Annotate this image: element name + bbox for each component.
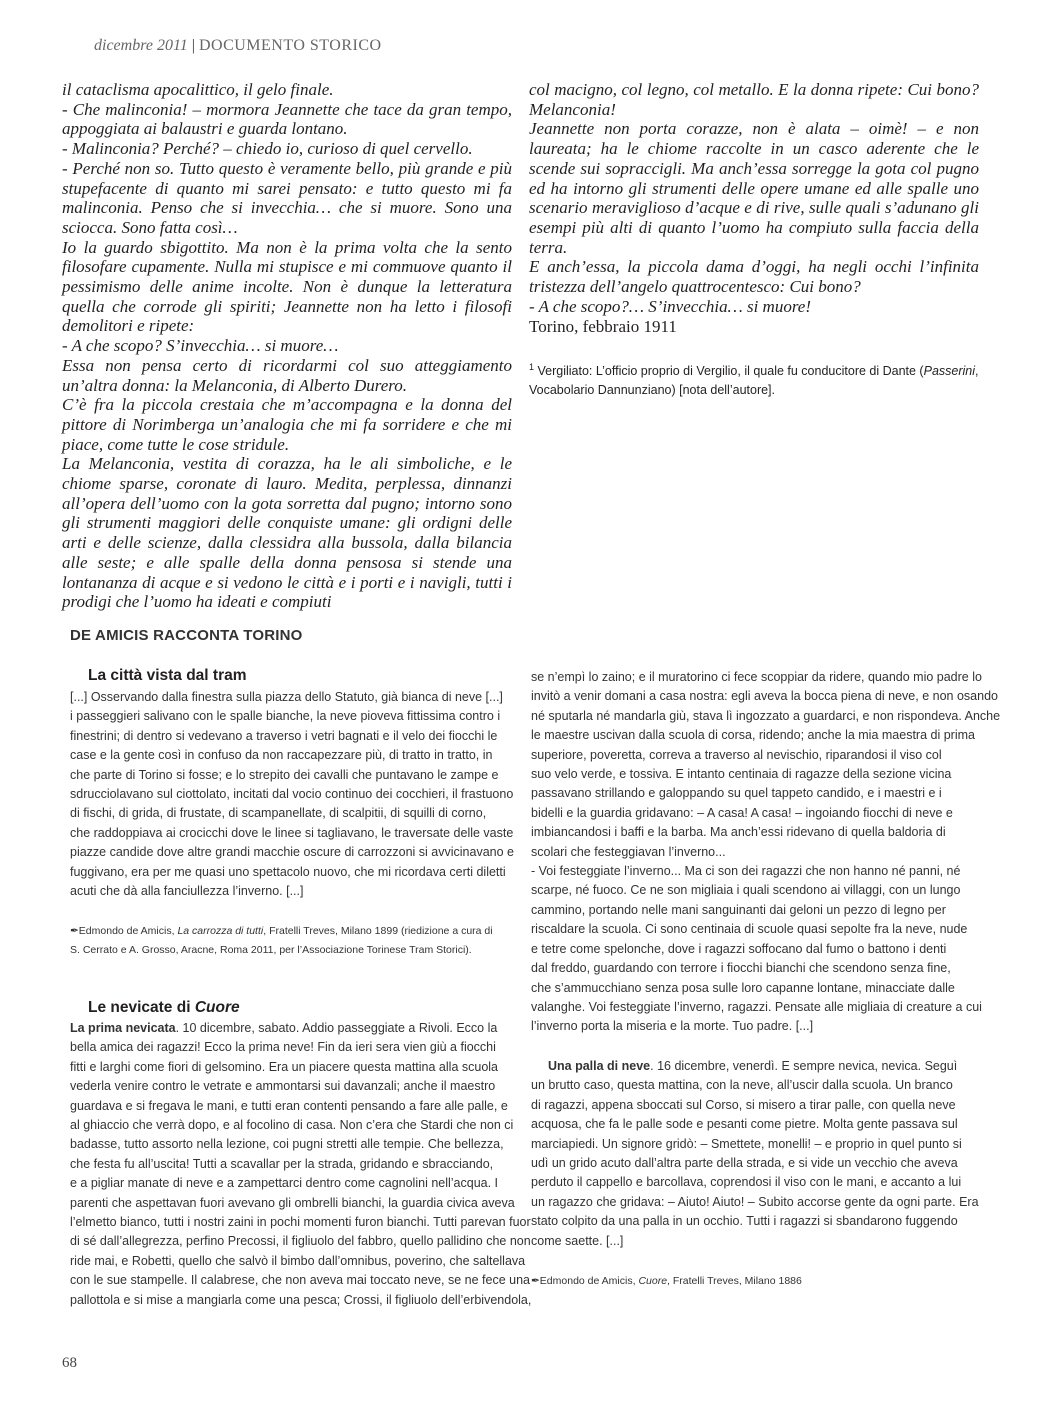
citation-prefix: ✒Edmondo de Amicis, [531, 1275, 639, 1287]
text-line: acquosa, che fa le palle sode e pesanti come pietre. Molta gente passava sul [531, 1117, 958, 1132]
text-line [70, 1019, 510, 1038]
text-line: finestrini; di dentro si vedevano a traverso i vetri bagnati e il velo dei fiocchi le [70, 728, 498, 743]
story-paragraph: - A che scopo?… S’invecchia… si muore! [529, 296, 812, 316]
story-paragraph: Jeannette non porta corazze, non è alata – oimè! – e non laureata; ha le chiome raccolte in un casco aderente che le scende sui sopraccigli. Ma anch’essa sorregge la gota col pugno ed ha intorno gli strumenti delle opere umane ed alle spalle uno scenario meraviglioso d’acque e di rive, sulle quali s’adunano gli esempi più alti di quanto l’uomo ha compiuto sulla faccia della terra. [529, 119, 979, 257]
story-paragraph: E anch’essa, la piccola dama d’oggi, ha negli occhi l’infinita tristezza dell’angelo quattrocentesco: Cui bono? [529, 257, 979, 297]
tram-citation [70, 922, 510, 960]
story-paragraph: - A che scopo? S’invecchia… si muore… [62, 336, 339, 356]
footnote-italic: Passerini [923, 364, 976, 379]
lead-bold: Una palla di neve [548, 1059, 651, 1073]
cuore-excerpt-continued [531, 668, 1001, 1037]
header-section: DOCUMENTO STORICO [198, 37, 382, 54]
text-line: udì un grido acuto dall’altra parte della strada, e si vide un vecchio che aveva [531, 1156, 958, 1171]
text-line: bella amica dei ragazzi! Ecco la prima neve! Fin da ieri sera vien giù a fiocchi [70, 1040, 496, 1055]
running-header [94, 37, 382, 55]
citation-title: Cuore [638, 1275, 668, 1287]
text-line: un ragazzo che gridava: – Aiuto! Aiuto! – Subito accorse gente da ogni parte. Era [531, 1194, 979, 1209]
text-line: l’elmetto bianco, tutti i nostri zaini in pochi momenti furon bianchi. Tutti parevan fuor [70, 1215, 531, 1230]
header-date: dicembre 2011 [94, 37, 188, 54]
text-line: ride mai, e Robetti, quello che salvò il bimbo dall’omnibus, poverino, che saltellava [70, 1253, 526, 1268]
text-line: i passeggieri salivano con le spalle bianche, la neve pioveva fittissima contro i [70, 709, 501, 724]
text-line: pallottola e si mise a mangiarla come una pesca; Crossi, il figliuolo dell’erbivendola, [70, 1292, 532, 1307]
citation-line: S. Cerrato e A. Grosso, Aracne, Roma 2011, per l’Associazione Torinese Tram Storici). [70, 944, 472, 956]
text-line: né sputarla né mandarla giù, stava lì ingozzato a guardarci, e non rispondeva. Anche [531, 708, 1001, 723]
text-line: stato colpito da una palla in un occhio. Tutti i ragazzi si sbandarono fuggendo [531, 1214, 958, 1229]
text-line: le maestre uscivan dalla scuola di corsa, ridendo; anche la mia maestra di prima [531, 728, 975, 743]
text-line: acuti che dà alla fanciullezza l’inverno. [...] [70, 884, 304, 899]
text-line: se n’empì lo zaino; e il muratorino ci fece scoppiar da ridere, quando mio padre lo [531, 670, 982, 684]
text-line: che s’ammucchiano senza posa sulle loro capanne lontane, minacciate dalle [531, 980, 955, 995]
text-line: valanghe. Voi festeggiate l’inverno, ragazzi. Pensate alle migliaia di creature a cui [531, 999, 982, 1014]
citation-title: La carrozza di tutti [177, 925, 264, 937]
text-line: imbiancandosi i baffi e la barba. Ma anch’essi ridevano di quella baldoria di [531, 825, 946, 840]
footnote-marker: 1 [529, 362, 535, 372]
text-line: l’inverno porta la miseria e la morte. Tuo padre. [...] [531, 1019, 814, 1034]
text-line: piazze candide dove altre grandi macchie oscure di carrozzoni si avvicinavano e [70, 845, 514, 860]
story-paragraph: col macigno, col legno, col metallo. E la donna ripete: Cui bono? Melanconia! [529, 80, 979, 119]
story-paragraph: - Che malinconia! – mormora Jeannette che tace da gran tempo, appoggiata ai balaustri e guarda lontano. [62, 99, 512, 139]
story-column-right [529, 80, 979, 316]
tram-subheading: La città vista dal tram [88, 667, 247, 684]
text-line: guardava e si fregava le mani, e tutti eran contenti pensando a fare alle palle, e [70, 1098, 508, 1113]
text-line: - Voi festeggiate l’inverno... Ma ci son dei ragazzi che non hanno né panni, né [531, 864, 961, 879]
section-title: DE AMICIS RACCONTA TORINO [70, 627, 303, 644]
lead-rest: . 16 dicembre, venerdì. E sempre nevica, nevica. Seguì [650, 1059, 958, 1073]
lead-rest: . 10 dicembre, sabato. Addio passeggiate a Rivoli. Ecco la [175, 1021, 498, 1035]
text-line: cammino, portando nelle mani sanguinanti dai geloni un pezzo di legno per [531, 902, 946, 917]
lead-bold: La prima nevicata [70, 1021, 176, 1035]
text-line: un brutto caso, questa mattina, con la neve, all’uscir dalla scuola. Un branco [531, 1078, 953, 1093]
header-divider: | [191, 37, 195, 54]
text-line: di fischi, di grida, di frustate, di scampanellate, di scalpitii, di squilli di corno, [70, 806, 487, 821]
text-line [531, 1057, 971, 1076]
text-line: scarpe, né fuoco. Ce ne son migliaia i quali scendono ai villaggi, con un lungo [531, 883, 961, 898]
story-paragraph: - Malinconia? Perché? – chiedo io, curioso di quel cervello. [62, 139, 473, 159]
nevicate-excerpt [70, 1019, 532, 1310]
text-line: di sé dall’allegrezza, perfino Precossi, il figliuolo del fabbro, quello pallidino che non [70, 1234, 531, 1249]
text-line: di ragazzi, appena sboccati sul Corso, si misero a tirar palle, con quella neve [531, 1097, 956, 1112]
story-paragraph: il cataclisma apocalittico, il gelo finale. [62, 80, 334, 99]
text-line: parenti che aspettavan fuori avevano gli ombrelli bianchi, la guardia civica aveva [70, 1195, 515, 1210]
subheading-italic: Cuore [194, 999, 240, 1016]
story-paragraph: - Perché non so. Tutto questo è veramente bello, più grande e più stupefacente di quanto mi sarei pensato: e tutto questo mi fa malinconia. Penso che si invecchia… che si muore. Sono una sciocca. Sono fatta così… [62, 158, 512, 237]
nevicate-subheading [88, 999, 240, 1017]
text-line: invitò a venir domani a casa nostra: egli aveva la bocca piena di neve, e non osando [531, 689, 998, 704]
footnote [529, 358, 979, 400]
text-line: e a pigliar manate di neve e a zampettarci dentro come cagnolini nell’acqua. I [70, 1176, 499, 1191]
story-paragraph: C’è fra la piccola crestaia che m’accompagna e la donna del pittore di Norimberga un’analogia che mi fa sorridere e che mi piace, come tutte le cose stridule. [62, 395, 512, 454]
text-line: passavano strillando e galoppando su quel tappeto candido, e i maestri e i [531, 786, 942, 801]
text-line: suo velo verde, e tossiva. E intanto centinaia di ragazze della sezione vicina [531, 767, 952, 782]
text-line: case e la gente così in confuso da non raccapezzare più, di tratto in tratto, in [70, 748, 493, 763]
text-line: che festa fu all’uscita! Tutti a scavallar per la strada, gridando e sbracciando, [70, 1156, 494, 1171]
text-line: con le sue stampelle. Il calabrese, che non aveva mai toccato neve, se ne fece una [70, 1273, 530, 1288]
citation-line [70, 922, 510, 941]
text-line: fuggivano, era per me quasi uno spettacolo nuovo, che mi ricordava certi diletti [70, 864, 506, 879]
text-line: scolari che festeggiavan l’inverno... [531, 844, 726, 859]
text-line: dal freddo, guardando con terrore i fiocchi bianchi che scendono senza fine, [531, 961, 951, 976]
place-date: Torino, febbraio 1911 [529, 317, 677, 336]
subheading-text: Le nevicate di [88, 999, 195, 1016]
tram-excerpt [70, 688, 514, 901]
text-line: come saette. [...] [531, 1233, 624, 1248]
citation-prefix: ✒Edmondo de Amicis, [70, 925, 178, 937]
text-line: e tetre come spelonche, dove i ragazzi soffocano dal fumo o battono i denti [531, 941, 947, 956]
citation-publisher: , Fratelli Treves, Milano 1886 [667, 1275, 802, 1287]
footnote-text-end: , Vocabolario Dannunziano) [nota dell’autore]. [529, 364, 979, 398]
text-line: [...] Osservando dalla finestra sulla piazza dello Statuto, già bianca di neve [...] [70, 690, 503, 704]
text-line: al ghiaccio che verrà dopo, e al focolino di casa. Non c’era che Stardi che non ci [70, 1118, 514, 1133]
text-line: superiore, poveretta, correva a traverso al nevischio, riparandosi il viso col [531, 747, 942, 762]
story-paragraph: Essa non pensa certo di ricordarmi col suo atteggiamento un’altra donna: la Melanconia, di Alberto Durero. [62, 355, 512, 395]
cuore-citation [531, 1272, 971, 1291]
text-line: badasse, tutto assorto nella lezione, coi pugni stretti alle tempie. Che bellezza, [70, 1137, 504, 1152]
text-line: che parte di Torino si fosse; e lo strepito dei cavalli che puntavano le zampe e [70, 767, 499, 782]
text-line: marciapiedi. Un signore gridò: – Smettete, monelli! – e proprio in quel punto si [531, 1136, 962, 1151]
story-paragraph: Io la guardo sbigottito. Ma non è la prima volta che la sento filosofare cupamente. Nulla mi stupisce e mi commuove quanto il pessimismo delle anime incolte. Non è dunque la letteratura quella che corrode gli spiriti; Jeannette non ha letto i filosofi demolitori e ripete: [62, 237, 512, 336]
story-paragraph: La Melanconia, vestita di corazza, ha le ali simboliche, e le chiome sparse, coronate di lauro. Medita, perplessa, dinnanzi all’opera dell’uomo con la gota sorretta dal pugno; intorno sono gli strumenti maggiori delle conquiste umane: gli ordigni delle arti e delle scienze, dalla clessidra alla bussola, dalla bilancia alle seste; e alle spalle della donna pensosa si stende una lontananza di acque e si vedono le città e i porti e i navigli, tutti i prodigi che l’uomo ha ideati e compiuti [62, 454, 512, 612]
palla-excerpt [531, 1057, 979, 1251]
citation-line [531, 1272, 971, 1291]
text-line: bidelli e la guardia gridavano: – A casa! A casa! – ingoiando fiocchi di neve e [531, 805, 953, 820]
citation-publisher: , Fratelli Treves, Milano 1899 (riedizione a cura di [263, 925, 493, 937]
footnote-text: Vergiliato: L’officio proprio di Vergilio, il quale fu conducitore di Dante ( [534, 364, 924, 379]
page-number: 68 [62, 1355, 77, 1371]
text-line: fitti e larghi come fiori di gelsomino. Era un piacere questa mattina alla scuola [70, 1059, 498, 1074]
story-column-left [62, 80, 512, 612]
text-line: sdrucciolavano sul ciottolato, incitati dal vocio continuo dei cocchieri, il frastuono [70, 787, 514, 802]
text-line: vederla venire contro le vetrate e ammontarsi sui davanzali; anche il maestro [70, 1079, 496, 1094]
text-line: riscaldare la scuola. Ci sono centinaia di scuole quasi sepolte fra la neve, nude [531, 922, 968, 937]
text-line: che raddoppiava ai crocicchi dove le linee si tagliavano, le traversate delle vaste [70, 825, 514, 840]
text-line: perduto il cappello e barcollava, coprendosi il viso con le mani, e accanto a lui [531, 1175, 962, 1190]
